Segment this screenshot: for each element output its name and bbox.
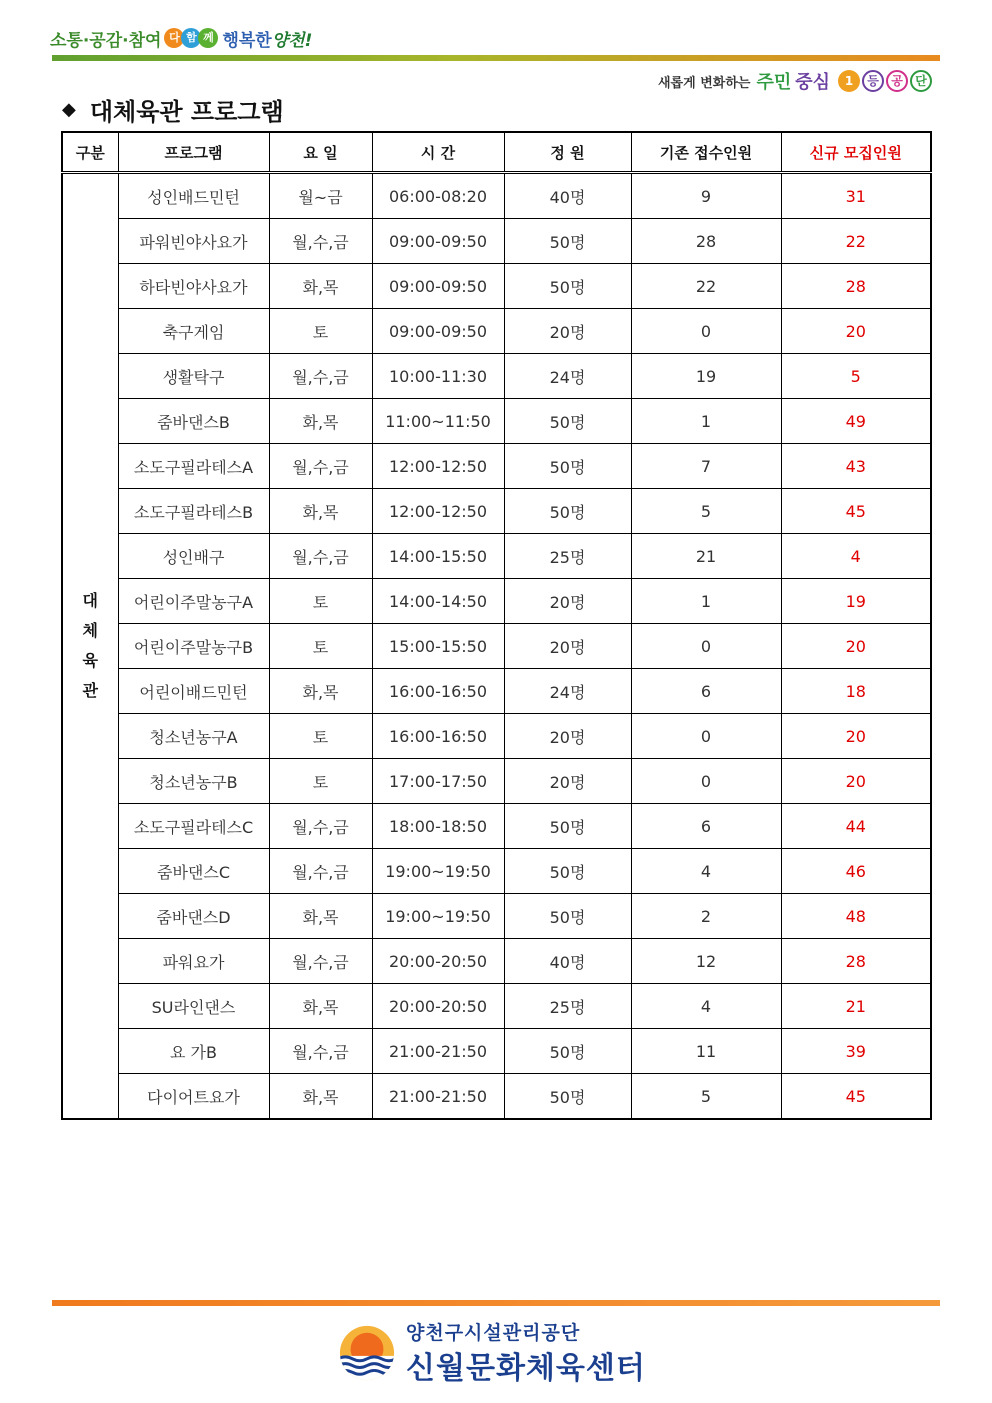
time-cell: 14:00-15:50 <box>372 534 504 579</box>
program-cell: 줌바댄스D <box>118 894 269 939</box>
new-count-cell: 22 <box>781 219 931 264</box>
days-cell: 토 <box>269 759 372 804</box>
days-cell: 월~금 <box>269 173 372 219</box>
new-count-cell: 49 <box>781 399 931 444</box>
table-row <box>62 1029 931 1074</box>
table-row <box>62 264 931 309</box>
footer-center-name: 신월문화체육센터 <box>406 1351 646 1386</box>
capacity-cell: 50명 <box>504 1029 631 1074</box>
section-title <box>62 92 284 127</box>
new-count-cell: 39 <box>781 1029 931 1074</box>
header-category: 구분 <box>62 132 118 173</box>
program-cell: 줌바댄스B <box>118 399 269 444</box>
category-label: 대체육관 <box>82 591 98 700</box>
program-cell: 청소년농구A <box>118 714 269 759</box>
table-row <box>62 984 931 1029</box>
existing-count-cell: 0 <box>631 624 781 669</box>
capacity-cell: 50명 <box>504 894 631 939</box>
program-cell: 성인배드민턴 <box>118 173 269 219</box>
program-cell: 청소년농구B <box>118 759 269 804</box>
existing-count-cell: 0 <box>631 759 781 804</box>
table-row <box>62 669 931 714</box>
days-cell: 월,수,금 <box>269 219 372 264</box>
slogan-part1: 소통·공감·참여 <box>50 30 162 51</box>
time-cell: 20:00-20:50 <box>372 984 504 1029</box>
days-cell: 월,수,금 <box>269 354 372 399</box>
existing-count-cell: 6 <box>631 804 781 849</box>
time-cell: 18:00-18:50 <box>372 804 504 849</box>
new-count-cell: 21 <box>781 984 931 1029</box>
program-cell: 파워요가 <box>118 939 269 984</box>
capacity-cell: 25명 <box>504 534 631 579</box>
table-row <box>62 173 931 219</box>
table-row <box>62 354 931 399</box>
new-count-cell: 45 <box>781 1074 931 1120</box>
program-cell: SU라인댄스 <box>118 984 269 1029</box>
existing-count-cell: 4 <box>631 984 781 1029</box>
table-row <box>62 444 931 489</box>
days-cell: 월,수,금 <box>269 804 372 849</box>
capacity-cell: 20명 <box>504 624 631 669</box>
time-cell: 14:00-14:50 <box>372 579 504 624</box>
program-cell: 소도구필라테스B <box>118 489 269 534</box>
capacity-cell: 50명 <box>504 399 631 444</box>
days-cell: 화,목 <box>269 264 372 309</box>
badge-char-1: 다 <box>164 28 184 48</box>
time-cell: 11:00~11:50 <box>372 399 504 444</box>
days-cell: 화,목 <box>269 399 372 444</box>
days-cell: 화,목 <box>269 894 372 939</box>
program-table <box>61 131 932 1120</box>
capacity-cell: 20명 <box>504 309 631 354</box>
days-cell: 월,수,금 <box>269 849 372 894</box>
time-cell: 12:00-12:50 <box>372 489 504 534</box>
days-cell: 화,목 <box>269 984 372 1029</box>
table-row <box>62 579 931 624</box>
diamond-bullet-icon: ◆ <box>62 99 76 120</box>
new-count-cell: 28 <box>781 264 931 309</box>
header-days: 요 일 <box>269 132 372 173</box>
capacity-cell: 24명 <box>504 354 631 399</box>
days-cell: 월,수,금 <box>269 1029 372 1074</box>
table-row <box>62 624 931 669</box>
capacity-cell: 25명 <box>504 984 631 1029</box>
new-count-cell: 4 <box>781 534 931 579</box>
program-cell: 어린이주말농구A <box>118 579 269 624</box>
new-count-cell: 18 <box>781 669 931 714</box>
capacity-cell: 50명 <box>504 489 631 534</box>
new-count-cell: 20 <box>781 714 931 759</box>
footer-logo <box>338 1318 646 1387</box>
days-cell: 화,목 <box>269 669 372 714</box>
program-cell: 줌바댄스C <box>118 849 269 894</box>
table-body <box>62 173 931 1120</box>
new-count-cell: 5 <box>781 354 931 399</box>
tagline-main1: 주민 <box>756 72 792 93</box>
program-cell: 하타빈야사요가 <box>118 264 269 309</box>
time-cell: 17:00-17:50 <box>372 759 504 804</box>
tagline-main2: 중심 <box>795 72 830 93</box>
program-cell: 어린이주말농구B <box>118 624 269 669</box>
days-cell: 토 <box>269 579 372 624</box>
existing-count-cell: 19 <box>631 354 781 399</box>
header-new: 신규 모집인원 <box>781 132 931 173</box>
days-cell: 화,목 <box>269 489 372 534</box>
tagline-prefix: 새롭게 변화하는 <box>658 75 751 91</box>
badge-char-3: 께 <box>198 28 218 48</box>
header-capacity: 정 원 <box>504 132 631 173</box>
existing-count-cell: 22 <box>631 264 781 309</box>
tagline-circle-1: 1 <box>838 70 860 92</box>
slogan <box>50 22 312 54</box>
program-cell: 성인배구 <box>118 534 269 579</box>
table-row <box>62 399 931 444</box>
new-count-cell: 19 <box>781 579 931 624</box>
table-row <box>62 1074 931 1120</box>
days-cell: 토 <box>269 714 372 759</box>
header-time: 시 간 <box>372 132 504 173</box>
badge-char-2: 함 <box>181 28 201 48</box>
capacity-cell: 50명 <box>504 264 631 309</box>
capacity-cell: 50명 <box>504 849 631 894</box>
time-cell: 21:00-21:50 <box>372 1029 504 1074</box>
capacity-cell: 50명 <box>504 1074 631 1120</box>
time-cell: 20:00-20:50 <box>372 939 504 984</box>
tagline-circle-4: 단 <box>910 70 932 92</box>
header-divider <box>52 55 940 61</box>
existing-count-cell: 5 <box>631 489 781 534</box>
tagline-circle-3: 공 <box>886 70 908 92</box>
section-title-text: 대체육관 프로그램 <box>89 97 284 126</box>
time-cell: 19:00~19:50 <box>372 849 504 894</box>
new-count-cell: 20 <box>781 309 931 354</box>
program-cell: 다이어트요가 <box>118 1074 269 1120</box>
existing-count-cell: 1 <box>631 579 781 624</box>
existing-count-cell: 9 <box>631 173 781 219</box>
table-row <box>62 714 931 759</box>
header-program: 프로그램 <box>118 132 269 173</box>
program-cell: 축구게임 <box>118 309 269 354</box>
capacity-cell: 20명 <box>504 714 631 759</box>
existing-count-cell: 21 <box>631 534 781 579</box>
time-cell: 09:00-09:50 <box>372 309 504 354</box>
time-cell: 06:00-08:20 <box>372 173 504 219</box>
table-row <box>62 759 931 804</box>
category-cell <box>62 173 118 1120</box>
footer-org-name: 양천구시설관리공단 <box>406 1322 581 1344</box>
existing-count-cell: 2 <box>631 894 781 939</box>
new-count-cell: 28 <box>781 939 931 984</box>
existing-count-cell: 28 <box>631 219 781 264</box>
new-count-cell: 20 <box>781 759 931 804</box>
table-row <box>62 219 931 264</box>
table-row <box>62 534 931 579</box>
tagline <box>658 68 932 94</box>
time-cell: 16:00-16:50 <box>372 714 504 759</box>
existing-count-cell: 5 <box>631 1074 781 1120</box>
capacity-cell: 50명 <box>504 219 631 264</box>
existing-count-cell: 6 <box>631 669 781 714</box>
days-cell: 토 <box>269 309 372 354</box>
capacity-cell: 20명 <box>504 759 631 804</box>
table-row <box>62 939 931 984</box>
capacity-cell: 20명 <box>504 579 631 624</box>
time-cell: 15:00-15:50 <box>372 624 504 669</box>
program-cell: 소도구필라테스C <box>118 804 269 849</box>
table-row <box>62 894 931 939</box>
table-row <box>62 309 931 354</box>
tagline-circle-2: 등 <box>862 70 884 92</box>
new-count-cell: 48 <box>781 894 931 939</box>
slogan-part3: 양천! <box>271 30 313 51</box>
time-cell: 19:00~19:50 <box>372 894 504 939</box>
time-cell: 09:00-09:50 <box>372 219 504 264</box>
time-cell: 09:00-09:50 <box>372 264 504 309</box>
new-count-cell: 20 <box>781 624 931 669</box>
program-cell: 요 가B <box>118 1029 269 1074</box>
days-cell: 월,수,금 <box>269 444 372 489</box>
table-header-row <box>62 132 931 173</box>
existing-count-cell: 7 <box>631 444 781 489</box>
footer-divider <box>52 1300 940 1306</box>
new-count-cell: 31 <box>781 173 931 219</box>
time-cell: 12:00-12:50 <box>372 444 504 489</box>
time-cell: 16:00-16:50 <box>372 669 504 714</box>
days-cell: 월,수,금 <box>269 534 372 579</box>
table-row <box>62 849 931 894</box>
days-cell: 토 <box>269 624 372 669</box>
time-cell: 10:00-11:30 <box>372 354 504 399</box>
capacity-cell: 50명 <box>504 804 631 849</box>
existing-count-cell: 1 <box>631 399 781 444</box>
days-cell: 월,수,금 <box>269 939 372 984</box>
program-cell: 어린이배드민턴 <box>118 669 269 714</box>
new-count-cell: 43 <box>781 444 931 489</box>
table-row <box>62 489 931 534</box>
slogan-part2: 행복한 <box>222 30 272 51</box>
slogan-badge <box>164 28 215 48</box>
existing-count-cell: 11 <box>631 1029 781 1074</box>
days-cell: 화,목 <box>269 1074 372 1120</box>
existing-count-cell: 0 <box>631 714 781 759</box>
capacity-cell: 50명 <box>504 444 631 489</box>
program-cell: 생활탁구 <box>118 354 269 399</box>
existing-count-cell: 12 <box>631 939 781 984</box>
header-existing: 기존 접수인원 <box>631 132 781 173</box>
capacity-cell: 24명 <box>504 669 631 714</box>
capacity-cell: 40명 <box>504 173 631 219</box>
existing-count-cell: 4 <box>631 849 781 894</box>
program-cell: 소도구필라테스A <box>118 444 269 489</box>
table-row <box>62 804 931 849</box>
time-cell: 21:00-21:50 <box>372 1074 504 1120</box>
capacity-cell: 40명 <box>504 939 631 984</box>
new-count-cell: 45 <box>781 489 931 534</box>
sun-wave-emblem-icon <box>338 1324 396 1382</box>
program-cell: 파워빈야사요가 <box>118 219 269 264</box>
new-count-cell: 46 <box>781 849 931 894</box>
new-count-cell: 44 <box>781 804 931 849</box>
existing-count-cell: 0 <box>631 309 781 354</box>
